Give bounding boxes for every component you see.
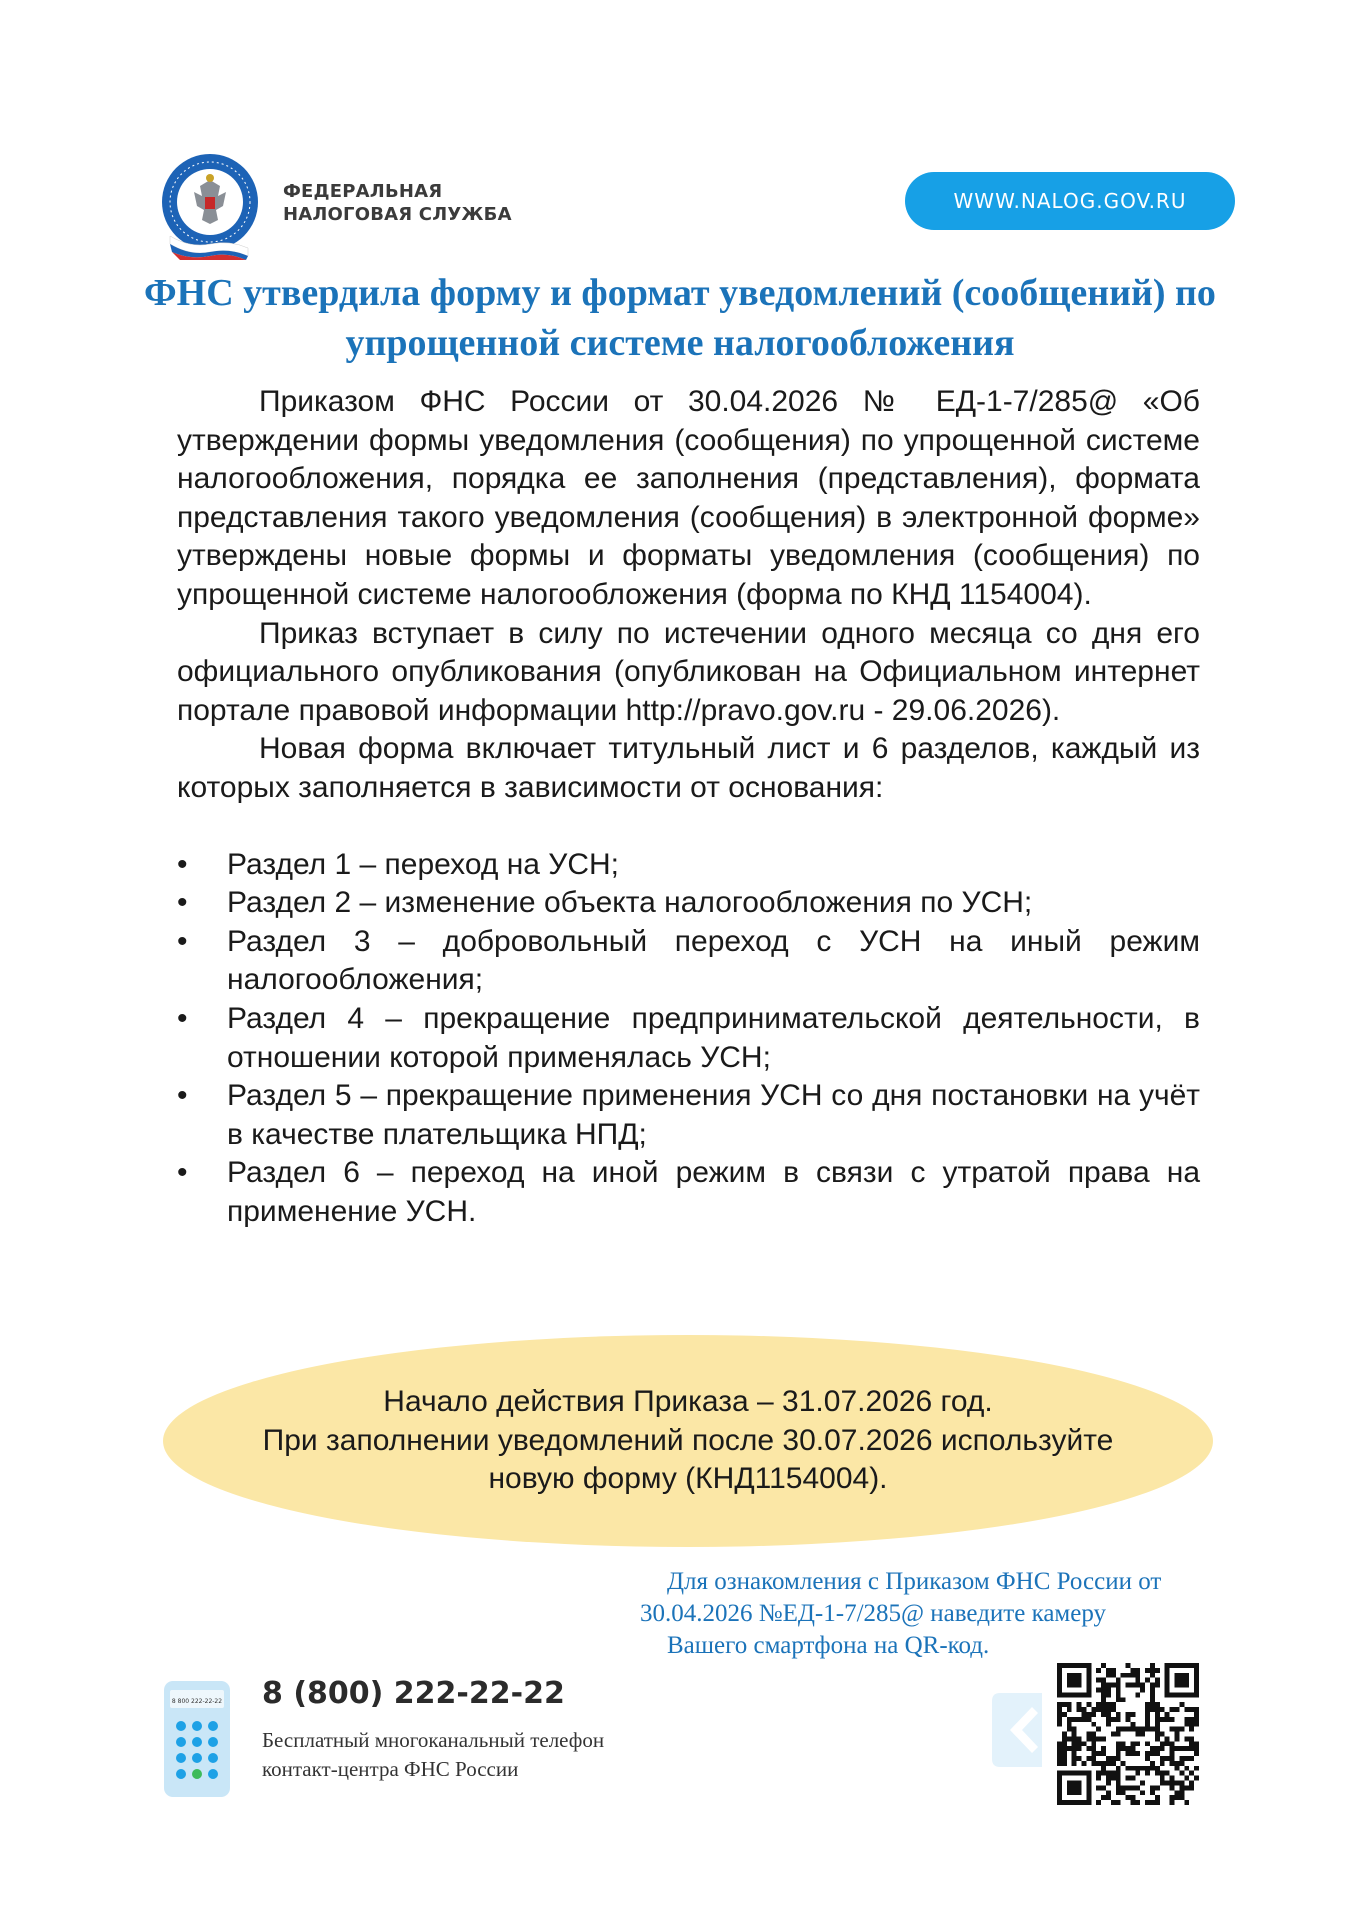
decorative-chevron-icon <box>992 1693 1042 1767</box>
notice-line-2: При заполнении уведомлений после 30.07.2026 используйте <box>262 1423 1114 1457</box>
org-name-line-1: ФЕДЕРАЛЬНАЯ <box>283 181 443 202</box>
list-item: • Раздел 2 – изменение объекта налогообложения по УСН; <box>177 884 1200 923</box>
phone-description <box>262 1726 722 1784</box>
qr-caption-line-3: Вашего смартфона на QR-код. <box>667 1632 990 1659</box>
paragraph-2: Приказ вступает в силу по истечении одного месяца со дня его официального опубликования (опубликован на Официальном интернет портале правовой информации http://pravo.gov.ru - 29.06.2026). <box>177 616 1200 727</box>
list-item: • Раздел 5 – прекращение применения УСН со дня постановки на учёт в качестве плательщика НПД; <box>177 1077 1200 1154</box>
paragraph-1: Приказом ФНС России от 30.04.2026 № ЕД-1-7/285@ «Об утверждении формы уведомления (сообщения) по упрощенной системе налогообложения, порядка ее заполнения (представления), формата представления такого уведомления (сообщения) в электронной форме» утверждены новые формы и форматы уведомления (сообщения) по упрощенной системе налогообложения (форма по КНД 1154004). <box>177 385 1200 611</box>
notice-line-3: новую форму (КНД1154004). <box>488 1462 888 1496</box>
phone-description-line-2: контакт-центра ФНС России <box>262 1757 519 1781</box>
notice-oval <box>163 1335 1213 1547</box>
header <box>160 152 1240 262</box>
phone-description-line-1: Бесплатный многоканальный телефон <box>262 1728 605 1752</box>
list-item: • Раздел 6 – переход на иной режим в связи с утратой права на применение УСН. <box>177 1154 1200 1231</box>
list-item: • Раздел 4 – прекращение предпринимательской деятельности, в отношении которой применялась УСН; <box>177 1000 1200 1077</box>
notice-line-1: Начало действия Приказа – 31.07.2026 год. <box>383 1385 993 1419</box>
list-item: • Раздел 1 – переход на УСН; <box>177 846 1200 885</box>
qr-caption-line-2: 30.04.2026 №ЕД-1-7/285@ наведите камеру <box>640 1600 1107 1627</box>
org-name-line-2: НАЛОГОВАЯ СЛУЖБА <box>283 204 512 225</box>
sections-list <box>177 846 1200 1232</box>
article-body <box>177 383 1200 1231</box>
qr-caption <box>640 1566 1220 1662</box>
phone-number: 8 (800) 222-22-22 <box>262 1676 565 1711</box>
org-name <box>283 180 512 226</box>
page-title: ФНС утвердила форму и формат уведомлений (сообщений) по упрощенной системе налогообложения <box>144 272 1216 364</box>
qr-caption-line-1: Для ознакомления с Приказом ФНС России от <box>667 1568 1162 1595</box>
qr-code-icon[interactable] <box>1057 1663 1199 1805</box>
phone-icon <box>163 1680 231 1798</box>
paragraph-3: Новая форма включает титульный лист и 6 разделов, каждый из которых заполняется в зависимости от основания: <box>177 732 1200 804</box>
fns-emblem-icon <box>160 152 260 260</box>
website-link-button[interactable]: WWW.NALOG.GOV.RU <box>905 172 1235 230</box>
phone-screen-text: 8 800 222-22-22 <box>171 1698 223 1705</box>
list-item: • Раздел 3 – добровольный переход с УСН на иный режим налогообложения; <box>177 923 1200 1000</box>
